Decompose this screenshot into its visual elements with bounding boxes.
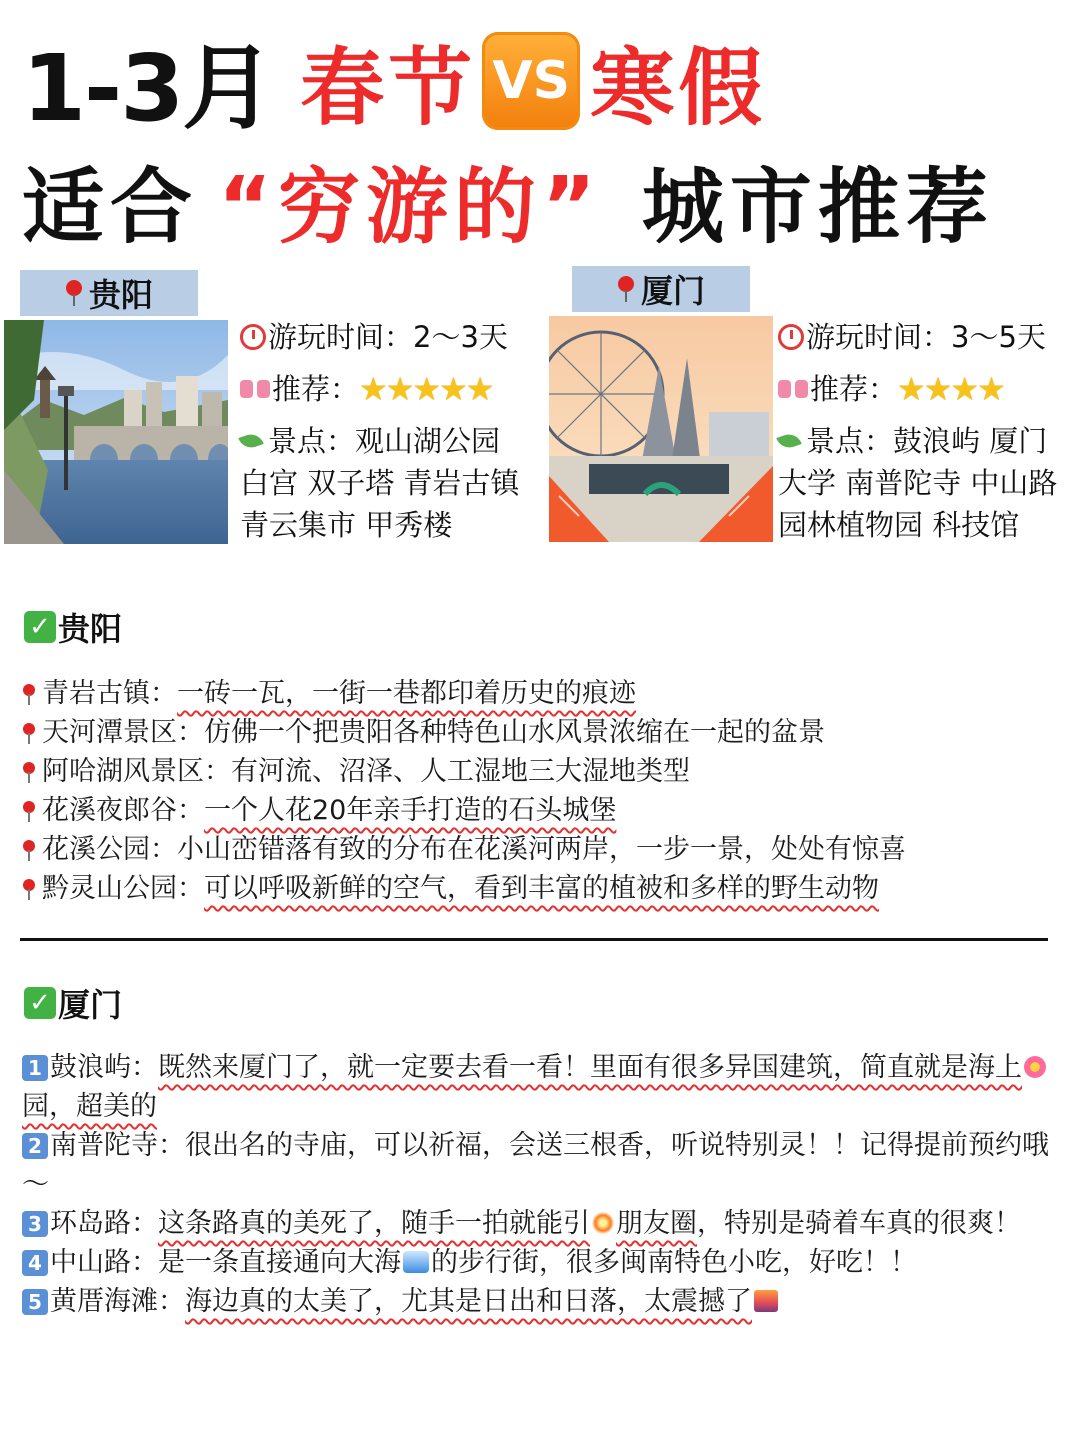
title-budget-travel: “穷游的” xyxy=(218,159,602,255)
city-tag-guiyang xyxy=(20,270,198,316)
attraction-name: 中山路： xyxy=(50,1247,158,1278)
attraction-name: 青岩古镇： xyxy=(42,678,177,709)
attraction-desc: 既然来厦门了，就一定要去看一看！里面有很多异国建筑，简直就是海上 xyxy=(158,1052,1022,1083)
attraction-desc: ，特别是骑着车真的很爽！ xyxy=(697,1208,1021,1239)
guiyang-attraction-list xyxy=(22,674,1062,908)
keycap-number-icon: 1 xyxy=(22,1055,48,1081)
spots-line: 园林植物园 科技馆 xyxy=(778,508,1020,542)
spots-line: 景点：鼓浪屿 厦门 xyxy=(806,424,1048,458)
list-item xyxy=(22,1126,1052,1204)
pin-icon xyxy=(22,721,36,745)
attraction-name: 南普陀寺： xyxy=(50,1130,185,1161)
ribbon-icon xyxy=(778,378,808,400)
keycap-number-icon: 5 xyxy=(22,1289,48,1315)
attraction-name: 鼓浪屿： xyxy=(50,1052,158,1083)
section-heading-guiyang xyxy=(24,604,122,650)
pin-icon xyxy=(22,799,36,823)
attraction-name: 黄厝海滩： xyxy=(50,1286,185,1317)
attraction-desc: 仿佛一个把贵阳各种特色山水风景浓缩在一起的盆景 xyxy=(204,717,825,748)
title-city-recommend: 城市推荐 xyxy=(641,159,994,255)
list-item xyxy=(22,713,1062,752)
title-line-1 xyxy=(22,26,767,142)
ribbon-icon xyxy=(240,378,270,400)
recommend-label: 推荐： xyxy=(272,372,360,406)
section-heading-xiamen xyxy=(24,980,122,1026)
leaf-icon xyxy=(776,431,801,452)
recommend-label: 推荐： xyxy=(810,372,898,406)
city-tag-xiamen xyxy=(572,266,750,312)
attraction-name: 黔灵山公园： xyxy=(42,873,204,904)
pin-icon xyxy=(22,838,36,862)
attraction-desc: 园，超美的 xyxy=(22,1091,157,1122)
attraction-desc: 小山峦错落有致的分布在花溪河两岸，一步一景，处处有惊喜 xyxy=(177,834,906,865)
attraction-desc: 海边真的太美了，尤其是日出和日落，太震撼了 xyxy=(185,1286,752,1317)
sunset-icon xyxy=(754,1290,778,1312)
list-item xyxy=(22,1243,1052,1282)
play-time: 游玩时间：3～5天 xyxy=(806,320,1046,354)
section-heading-label: 厦门 xyxy=(58,986,123,1024)
leaf-icon xyxy=(238,431,263,452)
keycap-number-icon: 4 xyxy=(22,1250,48,1276)
xiamen-attraction-list xyxy=(22,1048,1052,1321)
rating-stars: ★★★★ xyxy=(897,370,1004,408)
section-heading-label: 贵阳 xyxy=(58,610,123,648)
play-time: 游玩时间：2～3天 xyxy=(268,320,508,354)
list-item xyxy=(22,830,1062,869)
attraction-desc: 朋友圈 xyxy=(616,1208,697,1239)
keycap-number-icon: 3 xyxy=(22,1211,48,1237)
spots-line: 白宫 双子塔 青岩古镇 xyxy=(240,466,520,500)
attraction-desc: 这条路真的美死了，随手一拍就能引 xyxy=(158,1208,590,1239)
title-spring-festival: 春节 xyxy=(300,38,477,137)
attraction-desc: 有河流、沼泽、人工湿地三大湿地类型 xyxy=(231,756,690,787)
check-icon: ✓ xyxy=(24,987,56,1019)
vs-badge-icon: VS xyxy=(482,32,580,130)
attraction-name: 环岛路： xyxy=(50,1208,158,1239)
attraction-desc: 的步行街，很多闽南特色小吃，好吃！！ xyxy=(431,1247,917,1278)
alarm-clock-icon xyxy=(240,324,266,350)
title-months: 1-3月 xyxy=(22,35,273,142)
list-item xyxy=(22,1282,1052,1321)
attraction-desc: 很出名的寺庙，可以祈福，会送三根香，听说特别灵！！记得提前预约哦～ xyxy=(22,1130,1049,1200)
keycap-number-icon: 2 xyxy=(22,1133,48,1159)
city-tag-label: 贵阳 xyxy=(88,276,153,314)
attraction-name: 花溪夜郎谷： xyxy=(42,795,204,826)
pin-icon xyxy=(22,682,36,706)
list-item xyxy=(22,1204,1052,1243)
spots-line: 景点：观山湖公园 xyxy=(268,424,501,458)
rating-stars: ★★★★★ xyxy=(359,370,493,408)
alarm-clock-icon xyxy=(778,324,804,350)
list-item xyxy=(22,791,1062,830)
list-item xyxy=(22,869,1062,908)
guiyang-info xyxy=(240,314,519,548)
list-item xyxy=(22,1048,1052,1126)
title-suitable: 适合 xyxy=(22,159,199,255)
attraction-name: 花溪公园： xyxy=(42,834,177,865)
xiamen-photo xyxy=(549,316,773,542)
spots-line: 青云集市 甲秀楼 xyxy=(240,508,453,542)
collision-icon xyxy=(592,1212,614,1234)
xiamen-info xyxy=(778,314,1057,548)
attraction-name: 阿哈湖风景区： xyxy=(42,756,231,787)
list-item xyxy=(22,674,1062,713)
guiyang-photo xyxy=(4,320,228,544)
section-divider xyxy=(20,938,1048,941)
attraction-desc: 一个人花20年亲手打造的石头城堡 xyxy=(204,795,617,826)
check-icon: ✓ xyxy=(24,611,56,643)
attraction-desc: 是一条直接通向大海 xyxy=(158,1247,401,1278)
pin-icon xyxy=(22,877,36,901)
attraction-name: 天河潭景区： xyxy=(42,717,204,748)
pin-icon xyxy=(22,760,36,784)
spots-line: 大学 南普陀寺 中山路 xyxy=(778,466,1058,500)
attraction-desc: 一砖一瓦，一街一巷都印着历史的痕迹 xyxy=(177,678,636,709)
list-item xyxy=(22,752,1062,791)
pin-icon xyxy=(65,280,83,306)
flower-icon xyxy=(1024,1056,1046,1078)
title-line-2 xyxy=(22,150,994,255)
attraction-desc: 可以呼吸新鲜的空气，看到丰富的植被和多样的野生动物 xyxy=(204,873,879,904)
title-winter-break: 寒假 xyxy=(590,38,767,137)
wave-icon xyxy=(403,1251,429,1273)
city-tag-label: 厦门 xyxy=(640,272,705,310)
pin-icon xyxy=(617,276,635,302)
